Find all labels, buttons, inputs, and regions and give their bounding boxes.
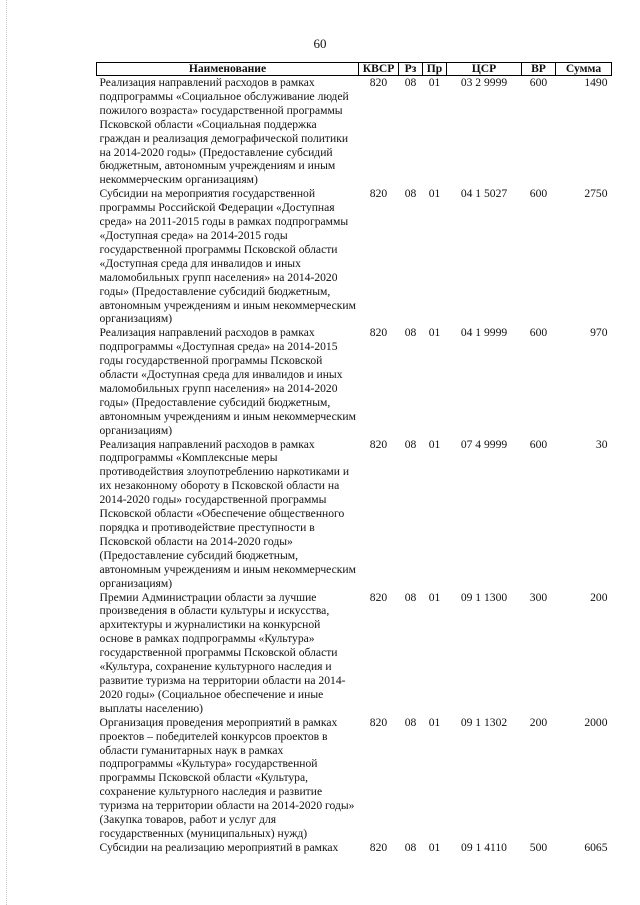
row-csr: 07 4 9999	[460, 437, 508, 451]
row-pr: 01	[428, 437, 441, 451]
header-name: Наименование	[97, 63, 359, 76]
row-rz: 08	[404, 187, 417, 201]
row-pr: 01	[428, 840, 441, 854]
row-name: Организация проведения мероприятий в рамках проектов – победителей конкурсов проектов в области гуманитарных наук в рамках подпрограммы «Культура» государственной программы Псковской области «Культура, сохранение культурного наследия и развитие туризма на территории области на 2014-2020 годы» (Закупка товаров, работ и услуг для государственных (муниципальных) нужд)	[99, 715, 355, 840]
row-vr: 600	[529, 326, 548, 340]
table-row	[97, 326, 612, 437]
row-sum: 6065	[584, 840, 608, 854]
row-rz: 08	[404, 326, 417, 340]
row-rz: 08	[404, 437, 417, 451]
row-vr: 200	[529, 715, 548, 729]
row-kvsr: 820	[369, 187, 388, 201]
row-pr: 01	[428, 590, 441, 604]
row-csr: 04 1 5027	[460, 187, 508, 201]
row-sum: 200	[590, 590, 608, 604]
row-vr: 600	[529, 76, 548, 89]
row-kvsr: 820	[369, 326, 388, 340]
row-csr: 09 1 4110	[461, 840, 507, 854]
row-rz: 08	[404, 76, 417, 89]
row-sum: 2000	[584, 715, 608, 729]
row-kvsr: 820	[369, 437, 388, 451]
header-rz: Рз	[399, 63, 423, 76]
row-sum: 1490	[584, 76, 608, 89]
row-name: Субсидии на реализацию мероприятий в рамках	[99, 840, 339, 854]
scan-edge	[6, 0, 8, 905]
row-pr: 01	[428, 76, 441, 89]
row-rz: 08	[404, 840, 417, 854]
row-kvsr: 820	[369, 76, 388, 89]
row-vr: 500	[529, 840, 548, 854]
row-pr: 01	[428, 187, 441, 201]
table-row	[97, 591, 612, 716]
row-sum: 2750	[584, 187, 608, 201]
row-vr: 600	[529, 437, 548, 451]
header-csr: ЦСР	[447, 63, 522, 76]
row-vr: 600	[529, 187, 548, 201]
row-rz: 08	[404, 590, 417, 604]
row-name: Реализация направлений расходов в рамках подпрограммы «Социальное обслуживание людей пожилого возраста» государственной программы Псковской области «Социальная поддержка граждан и реализация демографической политики на 2014-2020 годы» (Предоставление субсидий бюджетным, автономным учреждениям и иным некоммерческим организациям)	[99, 76, 349, 187]
row-pr: 01	[428, 715, 441, 729]
budget-table	[96, 62, 612, 855]
table-row	[97, 716, 612, 841]
row-kvsr: 820	[369, 715, 388, 729]
table-row	[97, 187, 612, 326]
row-csr: 09 1 1302	[460, 715, 508, 729]
row-kvsr: 820	[369, 840, 388, 854]
table-header-row	[97, 63, 612, 76]
header-kvsr: КВСР	[359, 63, 399, 76]
row-csr: 04 1 9999	[460, 326, 508, 340]
row-name: Реализация направлений расходов в рамках подпрограммы «Доступная среда» на 2014-2015 годы государственной программы Псковской области «Доступная среда для инвалидов и иных маломобильных групп населения» на 2014-2020 годы» (Предоставление субсидий бюджетным, автономным учреждениям и иным некоммерческим организациям)	[99, 326, 356, 437]
row-kvsr: 820	[369, 590, 388, 604]
row-sum: 30	[595, 437, 608, 451]
table-row	[97, 841, 612, 855]
row-name: Премии Администрации области за лучшие произведения в области культуры и искусства, архитектуры и журналистики на конкурсной основе в рамках подпрограммы «Культура» государственной программы Псковской области «Культура, сохранение культурного наследия и развитие туризма на территории области на 2014-2020 годы» (Социальное обеспечение и иные выплаты населению)	[99, 590, 346, 715]
table-row	[97, 438, 612, 591]
row-sum: 970	[590, 326, 608, 340]
table-row	[97, 76, 612, 188]
row-csr: 03 2 9999	[460, 76, 508, 89]
header-pr: Пр	[423, 63, 447, 76]
row-name: Субсидии на мероприятия государственной программы Российской Федерации «Доступная среда» на 2011-2015 годы в рамках подпрограммы «Доступная среда» на 2014-2015 годы государственной программы Псковской области «Доступная среда для инвалидов и иных маломобильных групп населения» на 2014-2020 годы» (Предоставление субсидий бюджетным, автономным учреждениям и иным некоммерческим организациям)	[99, 187, 356, 326]
row-rz: 08	[404, 715, 417, 729]
row-pr: 01	[428, 326, 441, 340]
header-vr: ВР	[522, 63, 556, 76]
row-name: Реализация направлений расходов в рамках подпрограммы «Комплексные меры противодействия злоупотреблению наркотиками и их незаконному обороту в Псковской области на 2014-2020 годы» государственной программы Псковской области «Обеспечение общественного порядка и противодействие преступности в Псковской области на 2014-2020 годы» (Предоставление субсидий бюджетным, автономным учреждениям и иным некоммерческим организациям)	[99, 437, 356, 590]
page-number: 60	[313, 36, 327, 51]
row-vr: 300	[529, 590, 548, 604]
row-csr: 09 1 1300	[460, 590, 508, 604]
header-sum: Сумма	[556, 63, 612, 76]
